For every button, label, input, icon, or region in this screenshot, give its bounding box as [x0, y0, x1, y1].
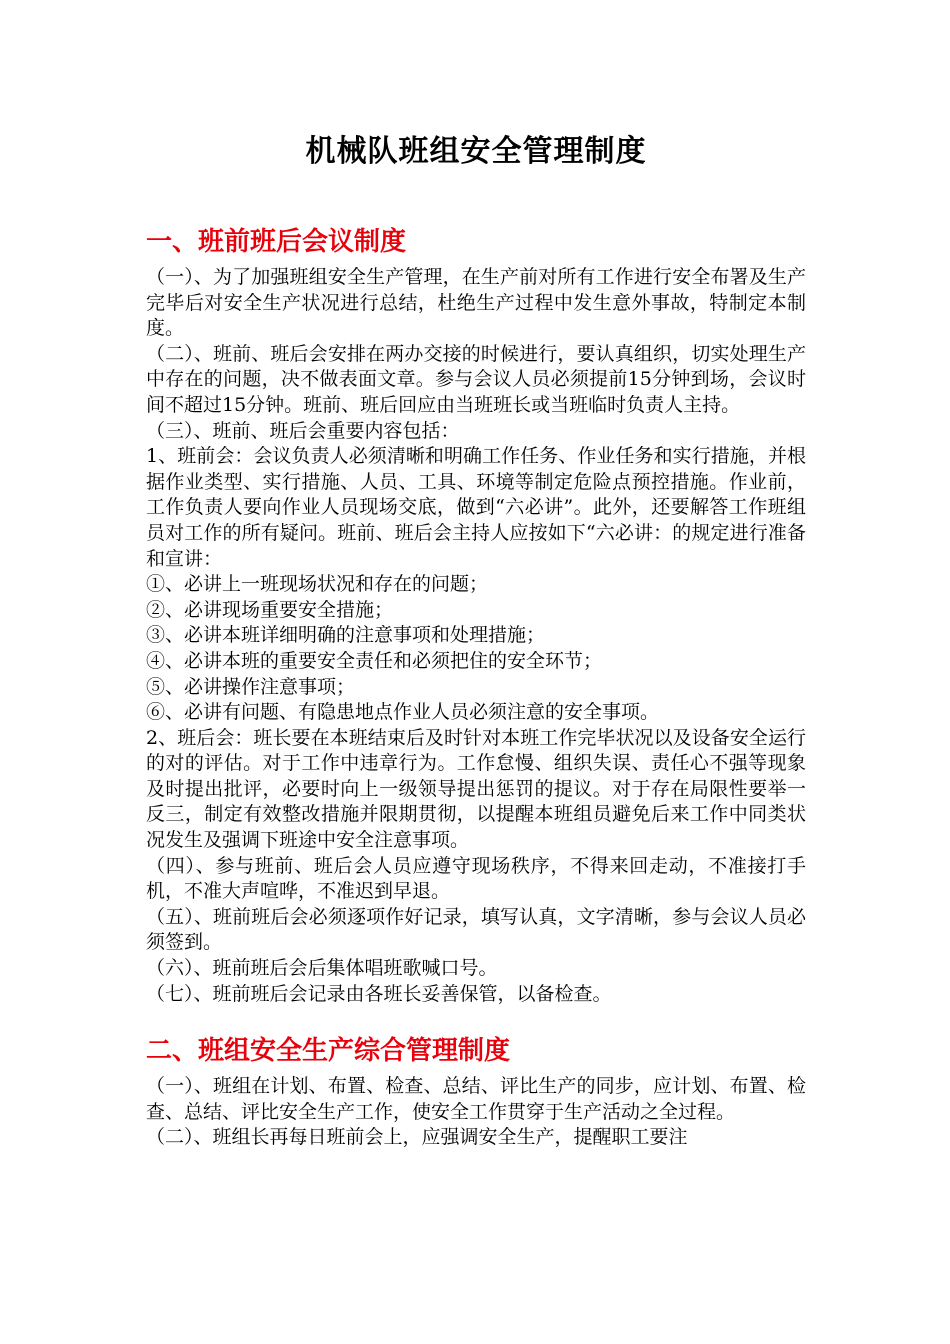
list-item: ①、必讲上一班现场状况和存在的问题； — [146, 573, 489, 596]
paragraph: （五）、班前班后会必须逐项作好记录，填写认真，文字清晰，参与会议人员必须签到。 — [146, 905, 806, 954]
section-heading-1: 一、班前班后会议制度 — [146, 227, 407, 257]
list-item: ③、必讲本班详细明确的注意事项和处理措施； — [146, 624, 546, 647]
list-item: ⑥、必讲有问题、有隐患地点作业人员必须注意的安全事项。 — [146, 701, 660, 724]
section-heading-2: 二、班组安全生产综合管理制度 — [146, 1036, 511, 1067]
paragraph: （二）、班前、班后会安排在两办交接的时候进行，要认真组织，切实处理生产中存在的问题，决不做表面文章。参与会议人员必须提前15分钟到场，会议时间不超过15分钟。班前、班后回应由当班班长或当班临时负责人主持。 — [146, 342, 806, 416]
paragraph: （六）、班前班后会后集体唱班歌喊口号。 — [146, 957, 498, 980]
paragraph: （二）、班组长再每日班前会上，应强调安全生产，提醒职工要注 — [146, 1126, 688, 1149]
list-item: ②、必讲现场重要安全措施； — [146, 598, 394, 621]
paragraph: （三）、班前、班后会重要内容包括： — [146, 419, 460, 442]
section-body-1 — [146, 265, 806, 1007]
paragraph: （一）、班组在计划、布置、检查、总结、评比生产的同步，应计划、布置、检查、总结、评比安全生产工作，使安全工作贯穿于生产活动之全过程。 — [146, 1075, 806, 1123]
paragraph: （七）、班前班后会记录由各班长妥善保管，以备检查。 — [146, 982, 612, 1005]
list-item: ⑤、必讲操作注意事项； — [146, 675, 356, 698]
paragraph: （一）、为了加强班组安全生产管理，在生产前对所有工作进行安全布署及生产完毕后对安全生产状况进行总结，杜绝生产过程中发生意外事故，特制定本制度。 — [146, 266, 806, 340]
paragraph: 2、班后会：班长要在本班结束后及时针对本班工作完毕状况以及设备安全运行的对的评估。对于工作中违章行为。工作怠慢、组织失误、责任心不强等现象及时提出批评，必要时向上一级领导提出惩罚的提议。对于存在局限性要举一反三，制定有效整改措施并限期贯彻，以提醒本班组员避免后来工作中同类状况发生及强调下班途中安全注意事项。 — [146, 726, 806, 852]
paragraph: 1、班前会：会议负责人必须清晰和明确工作任务、作业任务和实行措施，并根据作业类型、实行措施、人员、工具、环境等制定危险点预控措施。作业前，工作负责人要向作业人员现场交底，做到“六必讲”。此外，还要解答工作班组员对工作的所有疑问。班前、班后会主持人应按如下“六必讲：的规定进行准备和宣讲： — [146, 445, 806, 570]
paragraph: （四）、参与班前、班后会人员应遵守现场秩序，不得来回走动，不准接打手机，不准大声喧哗，不准迟到早退。 — [146, 854, 806, 903]
list-item: ④、必讲本班的重要安全责任和必须把住的安全环节； — [146, 649, 603, 672]
section-body-2 — [146, 1074, 806, 1151]
document-title: 机械队班组安全管理制度 — [305, 134, 647, 169]
